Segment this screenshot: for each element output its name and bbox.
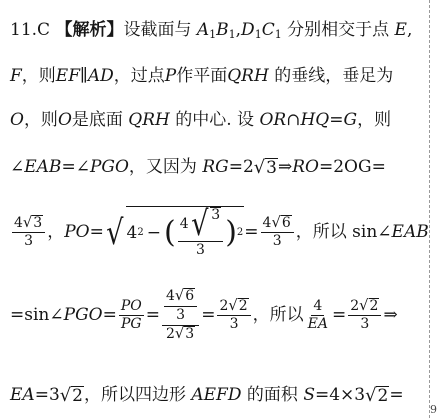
var: O bbox=[57, 110, 72, 130]
var: PG bbox=[120, 316, 142, 333]
sqrt-arg: 2 bbox=[72, 385, 83, 406]
text: 4×3 bbox=[329, 385, 366, 405]
text: sin bbox=[24, 305, 50, 326]
text: = bbox=[314, 385, 330, 405]
sqrt: √ 2 bbox=[59, 384, 83, 406]
text: 4 bbox=[262, 215, 272, 232]
text: = bbox=[332, 305, 347, 326]
var: PGO bbox=[89, 157, 129, 177]
line-7 bbox=[10, 385, 404, 405]
text: ， bbox=[47, 222, 65, 242]
var: E bbox=[394, 20, 407, 40]
compound-fraction: 4 √ 6 3 2 √ 3 bbox=[162, 288, 199, 343]
text: 3 bbox=[195, 242, 205, 258]
var: HQ bbox=[300, 110, 330, 130]
var: QRH bbox=[227, 66, 269, 86]
sqrt-arg: 6 bbox=[281, 214, 291, 231]
var: G bbox=[343, 110, 358, 130]
var: AEFD bbox=[191, 385, 242, 405]
angle-symbol: ∠ bbox=[49, 305, 64, 326]
line-1 bbox=[10, 20, 412, 40]
var: P bbox=[164, 66, 177, 86]
fraction bbox=[119, 298, 144, 333]
sqrt-arg: 2 bbox=[369, 298, 379, 315]
text: 4 bbox=[166, 288, 175, 305]
sqrt-arg: 2 bbox=[238, 298, 248, 315]
sqrt-arg: 3 bbox=[210, 207, 221, 241]
fraction: 2 √ 2 3 bbox=[348, 298, 381, 333]
var: C bbox=[261, 20, 275, 40]
text: 设截面与 bbox=[123, 20, 192, 40]
line-2 bbox=[10, 66, 393, 86]
var: PGO bbox=[63, 305, 103, 326]
text: 3 bbox=[229, 316, 239, 333]
intersection-symbol: ∩ bbox=[286, 110, 301, 130]
var: EA bbox=[10, 385, 35, 405]
text: 2 bbox=[219, 298, 229, 315]
subscript: 1 bbox=[254, 28, 262, 41]
text: ，又因为 bbox=[128, 157, 197, 177]
fraction: 2 √ 2 3 bbox=[217, 298, 250, 333]
text: 分别相交于点 bbox=[287, 20, 390, 40]
sqrt: √ 3 bbox=[253, 156, 277, 178]
fraction: 4 √ 3 3 bbox=[12, 215, 45, 250]
text: 4 bbox=[179, 216, 189, 232]
text: 2OG bbox=[333, 157, 372, 177]
line-5 bbox=[10, 206, 429, 259]
text: 3 bbox=[24, 233, 34, 250]
var: S bbox=[303, 385, 315, 405]
text: 作平面 bbox=[176, 66, 228, 86]
angle-symbol: ∠ bbox=[377, 222, 392, 242]
sqrt-arg: 2 bbox=[377, 385, 389, 406]
sqrt-arg: 3 bbox=[185, 326, 195, 343]
text: 2 bbox=[242, 157, 254, 177]
text: 是底面 bbox=[71, 110, 123, 130]
text: 2 bbox=[166, 326, 175, 343]
text: ，则 bbox=[23, 110, 58, 130]
text: = bbox=[61, 157, 76, 177]
sqrt: √ 2 bbox=[365, 384, 389, 406]
var: QRH bbox=[128, 110, 170, 130]
var: PO bbox=[120, 298, 142, 315]
var: B bbox=[216, 20, 229, 40]
var: O bbox=[10, 110, 24, 130]
text: = bbox=[201, 305, 216, 326]
var: A bbox=[196, 20, 210, 40]
var: EF bbox=[55, 66, 81, 86]
text: 2 bbox=[350, 298, 360, 315]
subscript: 1 bbox=[228, 28, 236, 41]
text: = bbox=[244, 222, 259, 242]
angle-symbol: ∠ bbox=[10, 157, 25, 177]
text: 4 bbox=[14, 215, 23, 232]
page-number: 9 bbox=[430, 403, 437, 416]
var: RG bbox=[202, 157, 229, 177]
implies-arrow: ⇒ bbox=[383, 305, 398, 326]
text: = bbox=[34, 385, 49, 405]
text: 3 bbox=[48, 385, 60, 405]
var: D bbox=[241, 20, 255, 40]
implies-arrow: ⇒ bbox=[277, 157, 293, 177]
subscript: 1 bbox=[274, 28, 282, 41]
var: OR bbox=[259, 110, 287, 130]
text: , bbox=[406, 20, 413, 40]
text: = bbox=[89, 222, 104, 242]
text: 4 bbox=[126, 222, 138, 243]
problem-number: 11.C bbox=[10, 20, 51, 40]
var: AD bbox=[87, 66, 114, 86]
text: ，过点 bbox=[113, 66, 165, 86]
text: = bbox=[329, 110, 344, 130]
text: 3 bbox=[360, 316, 370, 333]
line-6 bbox=[10, 288, 398, 343]
var: F bbox=[10, 66, 22, 86]
text: ，则 bbox=[357, 110, 392, 130]
text: = bbox=[318, 157, 334, 177]
var: PO bbox=[64, 222, 90, 242]
page-border bbox=[429, 0, 430, 418]
sqrt-arg: 3 bbox=[266, 157, 277, 178]
text: ，所以 bbox=[252, 305, 304, 326]
sqrt-arg: 6 bbox=[185, 288, 195, 304]
analysis-tag: 【解析】 bbox=[55, 20, 124, 40]
text: ，所以四边形 bbox=[83, 385, 186, 405]
text: sin bbox=[352, 222, 378, 242]
text: 4 bbox=[313, 298, 323, 315]
fraction bbox=[306, 298, 330, 333]
line-4 bbox=[10, 157, 386, 177]
var: RO bbox=[292, 157, 319, 177]
text: 的中心. 设 bbox=[175, 110, 255, 130]
line-3 bbox=[10, 110, 391, 130]
sqrt-arg: 3 bbox=[33, 214, 43, 231]
text: 3 bbox=[176, 307, 186, 324]
angle-symbol: ∠ bbox=[75, 157, 90, 177]
big-sqrt: √ 4 2 − ( 4 √ 3 3 ) 2 bbox=[106, 204, 244, 258]
var: EAB bbox=[391, 222, 429, 242]
text: = bbox=[371, 157, 386, 177]
text: 的垂线，垂足为 bbox=[274, 66, 394, 86]
text: , bbox=[235, 20, 242, 40]
var: EA bbox=[307, 316, 328, 333]
text: = bbox=[389, 385, 404, 405]
text: = bbox=[228, 157, 243, 177]
text: − bbox=[146, 222, 161, 243]
text: 3 bbox=[272, 233, 282, 250]
text: = bbox=[145, 305, 160, 326]
text: = bbox=[10, 305, 25, 326]
text: ，所以 bbox=[295, 222, 347, 242]
fraction: 4 √ 6 3 bbox=[261, 215, 294, 250]
subscript: 1 bbox=[209, 28, 217, 41]
var: EAB bbox=[24, 157, 62, 177]
text: = bbox=[102, 305, 117, 326]
parallel-symbol: ∥ bbox=[80, 66, 88, 86]
text: ，则 bbox=[21, 66, 56, 86]
text: 的面积 bbox=[246, 385, 298, 405]
